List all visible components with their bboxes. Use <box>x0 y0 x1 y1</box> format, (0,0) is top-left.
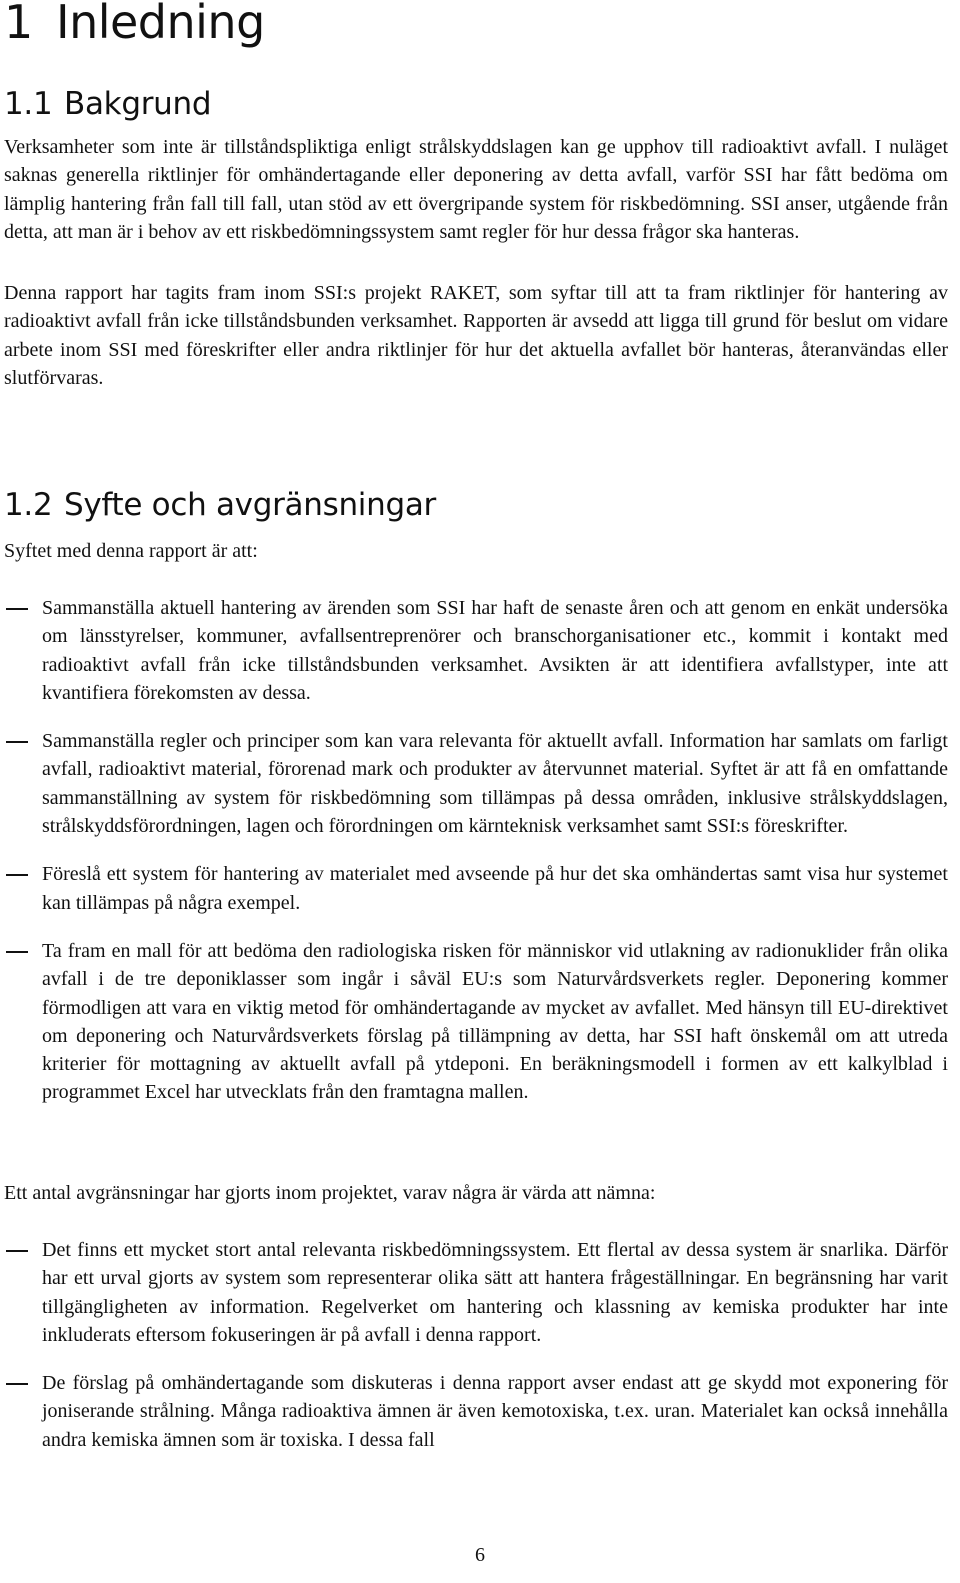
chapter-heading <box>4 0 265 50</box>
section-heading-syfte <box>4 485 436 525</box>
list-item-text: Föreslå ett system för hantering av materialet med avseende på hur det ska omhändertas samt visa hur systemet kan tillämpas på några exempel. <box>42 863 948 914</box>
list-item <box>0 937 960 1107</box>
dash-bullet-icon <box>6 741 28 743</box>
dash-bullet-icon <box>6 1383 28 1385</box>
limitations-list <box>0 1236 960 1474</box>
paragraph-background: Verksamheter som inte är tillståndspliktiga enligt strålskyddslagen kan ge upphov till radioaktivt avfall. I nuläget saknas generella riktlinjer för omhändertagande eller deponering av detta avfall, varför SSI har fått bedöma om lämplig hantering från fall till fall, utan stöd av ett övergripande system för riskbedömning. SSI anser, utgående från detta, att man är i behov av ett riskbedömningssystem samt regler för hur dessa frågor ska hanteras. <box>4 136 948 243</box>
chapter-number: 1 <box>4 0 33 49</box>
aims-list <box>0 594 960 1127</box>
section-number: 1.2 <box>4 487 53 523</box>
paragraph-limitations-intro: Ett antal avgränsningar har gjorts inom projektet, varav några är värda att nämna: <box>4 1182 656 1204</box>
section-title: Syfte och avgränsningar <box>64 487 436 523</box>
list-item-text: De förslag på omhändertagande som diskuteras i denna rapport avser endast att ge skydd mot exponering för joniserande strålning. Många radioaktiva ämnen är även kemotoxiska, t.ex. uran. Materialet kan också innehålla andra kemiska ämnen som är toxiska. I dessa fall <box>42 1372 948 1451</box>
page-number: 6 <box>475 1544 485 1566</box>
list-item <box>0 860 960 917</box>
section-heading-bakgrund <box>4 84 211 124</box>
paragraph-aims-intro: Syftet med denna rapport är att: <box>4 540 258 562</box>
section-number: 1.1 <box>4 86 53 122</box>
list-item <box>0 1369 960 1454</box>
list-item-text: Det finns ett mycket stort antal relevanta riskbedömningssystem. Ett flertal av dessa system är snarlika. Därför har ett urval gjorts av system som representerar olika sätt att hantera frågeställningar. En begränsning har varit tillgängligheten av information. Regelverket om hantering och klassning av kemiska produkter har inte inkluderats eftersom fokuseringen är på avfall i denna rapport. <box>42 1239 948 1346</box>
list-item <box>0 594 960 707</box>
list-item <box>0 1236 960 1349</box>
list-item-text: Sammanställa regler och principer som kan vara relevanta för aktuellt avfall. Information har samlats om farligt avfall, radioaktivt material, förorenad mark och produkter av återvunnet material. Syftet är att få en omfattande sammanställning av system för riskbedömning som tillämpas på dessa områden, inklusive strålskyddslagen, strålskyddsförordningen, lagen och förordningen om kärnteknisk verksamhet samt SSI:s föreskrifter. <box>42 730 948 838</box>
dash-bullet-icon <box>6 951 28 953</box>
dash-bullet-icon <box>6 608 28 610</box>
section-title: Bakgrund <box>64 86 212 122</box>
paragraph-raket-project: Denna rapport har tagits fram inom SSI:s projekt RAKET, som syftar till att ta fram riktlinjer för hantering av radioaktivt avfall från icke tillståndsbunden verksamhet. Rapporten är avsedd att ligga till grund för beslut om vidare arbete inom SSI med föreskrifter eller andra riktlinjer för hur det aktuella avfallet bör hanteras, återanvändas eller slutförvaras. <box>4 282 948 389</box>
list-item-text: Ta fram en mall för att bedöma den radiologiska risken för människor vid utlakning av radionuklider från olika avfall i de tre deponiklasser som ingår i såväl EU:s som Naturvårdsverkets regler. Deponering kommer förmodligen att vara en viktig metod för omhändertagande av mycket av avfallet. Med hänsyn till EU-direktivet om deponering och Naturvårdsverkets förslag på tillämpning av detta, har SSI haft önskemål om att utreda kriterier för mottagning av aktuellt avfall på ytdeponi. En beräkningsmodell i formen av ett kalkylblad i programmet Excel har utvecklats från den framtagna mallen. <box>42 939 948 1104</box>
list-item-text: Sammanställa aktuell hantering av ärenden som SSI har haft de senaste åren och att genom en enkät undersöka om länsstyrelser, kommuner, avfallsentreprenörer och branschorganisationer etc., kommit i kontakt med radioaktivt avfall från icke tillståndsbunden verksamhet. Avsikten är att identifiera avfallstyper, inte att kvantifiera förekomsten av dessa. <box>42 597 948 704</box>
chapter-title: Inledning <box>56 0 265 49</box>
dash-bullet-icon <box>6 1250 28 1252</box>
dash-bullet-icon <box>6 874 28 876</box>
list-item <box>0 727 960 840</box>
